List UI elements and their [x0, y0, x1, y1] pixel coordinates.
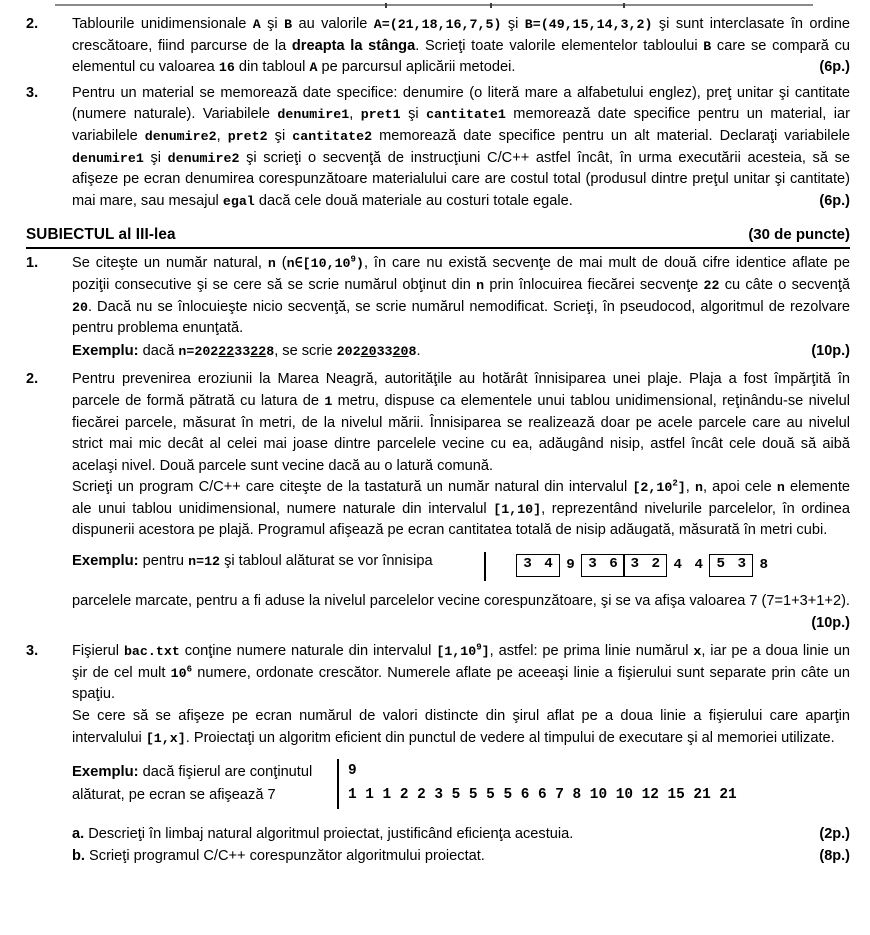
- array-cell: 6: [609, 556, 618, 573]
- points-badge: (6p.): [819, 59, 850, 76]
- subject3-question-3: [0, 641, 870, 749]
- example-input-label: n=: [178, 343, 195, 359]
- question-number: 2.: [26, 16, 39, 32]
- array-group-boxed: [709, 554, 753, 577]
- rich-text: Pentru prevenirea eroziunii la Marea Neagră, autorităţile au hotărât înnisiparea unei plaje. Plaja a fost împărţită în parcele de formă pătrată cu latura de 1 metru, dispuse ca elementele unui tablou unidimensional, reţinându-se nivelul fiecărei parcele, măsurat în metri, de la nivelul mării. Înnisiparea se realizează doar pe acele parcele care au nivelul strict mai mic decât al celei mai joase dintre parcelele vecine cu ea, adăugând nisip, astfel încât cele două să aibă acelaşi nivel. Două parcele sunt vecine dacă au o latură comună.: [72, 371, 850, 474]
- points-badge: (10p.): [811, 614, 850, 631]
- points-badge: (2p.): [819, 826, 850, 843]
- question-body-part1: [72, 369, 850, 477]
- subject3-question-2: [0, 369, 870, 542]
- subject3-q3-example: [0, 761, 870, 813]
- question-body-part2: [72, 706, 850, 749]
- array-group-boxed: [516, 554, 560, 577]
- array-group-plain: [667, 554, 709, 577]
- example-after-text: parcelele marcate, pentru a fi aduse la nivelul parcelelor vecine corespunzătoare, şi se va afişa valoarea 7 (7=1+3+1+2). (10p.): [72, 591, 850, 613]
- previous-table-bottom-rule: [55, 3, 813, 8]
- question-body: [72, 83, 850, 213]
- rich-text: Tablourile unidimensionale A şi B au valorile A=(21,18,16,7,5) şi B=(49,15,14,3,2) şi sunt interclasate în ordine crescătoare, fiind parcurse de la dreapta la stânga. Scrieţi toate valorile elementelor tabloului B care se compară cu elementul cu valoarea 16 din tabloul A pe parcursul aplicării metodei.: [72, 16, 850, 76]
- example-middle: , se scrie: [274, 342, 337, 359]
- array-cell: 9: [566, 557, 575, 574]
- question-example: [72, 341, 850, 363]
- example-text: [72, 551, 467, 573]
- array-group-plain: [753, 554, 774, 577]
- question-number: 1.: [26, 255, 39, 272]
- rule-tick: [385, 3, 387, 8]
- rule-tick: [490, 3, 492, 8]
- question-3-prev-subject: [0, 83, 870, 213]
- subject3-q3-subitems: [0, 823, 870, 867]
- example-vertical-separator: [337, 759, 339, 809]
- array-cell: 5: [716, 556, 726, 573]
- example-input-value: 2022233228: [194, 343, 275, 359]
- array-cell: 3: [523, 556, 532, 573]
- array-group-plain: [560, 554, 581, 577]
- example-vertical-separator: [484, 552, 486, 581]
- subitem-a: [72, 823, 850, 845]
- example-suffix: .: [416, 342, 421, 359]
- question-body: [72, 253, 850, 339]
- question-number: 2.: [26, 371, 39, 388]
- question-body-part2: [72, 477, 850, 542]
- rule-line: [55, 4, 813, 6]
- rich-text: pentru n=12 şi tabloul alăturat se vor înnisipa: [138, 553, 433, 570]
- subject3-q2-example-after: [0, 591, 870, 634]
- array-cell: 3: [737, 556, 747, 573]
- array-cell: 3: [630, 556, 640, 573]
- question-body-part1: [72, 641, 850, 706]
- question-number: 3.: [26, 84, 39, 101]
- array-cell: 2: [651, 556, 661, 573]
- rich-text: Se citeşte un număr natural, n (n∈[10,10$^9$), în care nu există secvenţe de mai mult de două cifre identice aflate pe poziţii consecutive şi se cere să se scrie numărul obţinut din n prin înlocuirea fiecărei secvenţe 22 cu câte o secvenţă 20. Dacă nu se înlocuieşte nicio secvenţă, se scrie numărul nemodificat. Scrieţi, în pseudocod, algoritmul de rezolvare pentru problema enunţată.: [72, 253, 851, 337]
- array-cell: 3: [588, 556, 597, 573]
- subject3-question-1: [0, 253, 870, 362]
- points-badge: (6p.): [819, 192, 850, 209]
- subitem-label: b.: [72, 848, 85, 865]
- example-text: [72, 761, 322, 807]
- rich-text: Scrieţi un program C/C++ care citeşte de la tastatură un număr natural din intervalul [2,10$^2$], n, apoi cele n elemente ale unui tablou unidimensional, numere naturale din intervalul [1,10], reprezentând nivelurile parcelelor, în ordinea dispunerii acestora pe plajă. Programul afişează pe ecran cantitatea totală de nisip adăugată, măsurată în metri cubi.: [72, 477, 851, 539]
- example-label: Exemplu:: [72, 553, 139, 570]
- question-number: 3.: [26, 643, 39, 660]
- array-group-boxed: [581, 554, 625, 577]
- example-output-value: 2022033208: [336, 343, 417, 359]
- rule-tick: [623, 3, 625, 8]
- array-group-boxed: [623, 554, 667, 577]
- rich-text: Se cere să se afişeze pe ecran numărul de valori distincte din şirul aflat pe a doua linie a fişierului care aparţin intervalului [1,x]. Proiectaţi un algoritm eficient din punctul de vedere al timpului de executare şi al memoriei utilizate.: [72, 708, 850, 746]
- array-cell: 8: [759, 557, 769, 574]
- subject-3-header: [26, 226, 850, 249]
- subitem-text: Descrieţi în limbaj natural algoritmul proiectat, justificând eficienţa acestuia.: [84, 826, 574, 843]
- array-cell: 4: [673, 557, 683, 574]
- subitem-text: Scrieţi programul C/C++ corespunzător algoritmului proiectat.: [84, 848, 485, 865]
- rich-text: Pentru un material se memorează date specifice: denumire (o literă mare a alfabetului englez), preţ unitar şi cantitate (numere naturale). Variabilele denumire1, pret1 şi cantitate1 memorează date specifice pentru un material, iar variabilele denumire2, pret2 şi cantitate2 memorează date specifice pentru un alt material. Declaraţi variabilele denumire1 şi denumire2 şi scrieţi o secvenţă de instrucţiuni C/C++ astfel încât, în urma executării acesteia, să se afişeze pe ecran denumirea corespunzătoare materialului care are costul total (produsul dintre preţul unitar şi cantitate) mai mare, sau mesajul egal dacă cele două materiale au costuri totale egale.: [72, 84, 850, 209]
- example-label: Exemplu:: [72, 342, 139, 359]
- array-cell: 4: [694, 557, 704, 574]
- file-content-line-2: 1 1 1 2 2 3 5 5 5 5 6 6 7 8 10 10 12 15 21 21: [348, 787, 737, 804]
- array-diagram: [516, 554, 774, 577]
- subject-points: (30 de puncte): [748, 226, 850, 244]
- points-badge: (10p.): [811, 342, 850, 359]
- subitem-b: [72, 845, 850, 867]
- example-label: Exemplu:: [72, 764, 139, 781]
- example-line-1: dacă fişierul are conţinutul: [138, 764, 313, 781]
- rich-text: Fişierul bac.txt conţine numere naturale din intervalul [1,10$^9$], astfel: pe prima linie numărul x, iar pe a doua linie un şir de cel mult $10^6$ numere, ordonate crescător. Numerele aflate pe aceeaşi linie a fişierului sunt separate prin câte un spaţiu.: [72, 641, 850, 703]
- question-2-prev-subject: [0, 14, 870, 79]
- subject-title: SUBIECTUL al III-lea: [26, 226, 176, 244]
- array-cell: 4: [544, 556, 553, 573]
- file-content-line-1: 9: [348, 763, 357, 780]
- example-line-2: alăturat, pe ecran se afişează 7: [72, 787, 276, 804]
- points-badge: (8p.): [819, 848, 850, 865]
- example-prefix: dacă: [138, 342, 179, 359]
- subject3-q2-example: [0, 551, 870, 585]
- page-content: [0, 14, 870, 867]
- question-body: [72, 14, 850, 79]
- subitem-label: a.: [72, 826, 85, 843]
